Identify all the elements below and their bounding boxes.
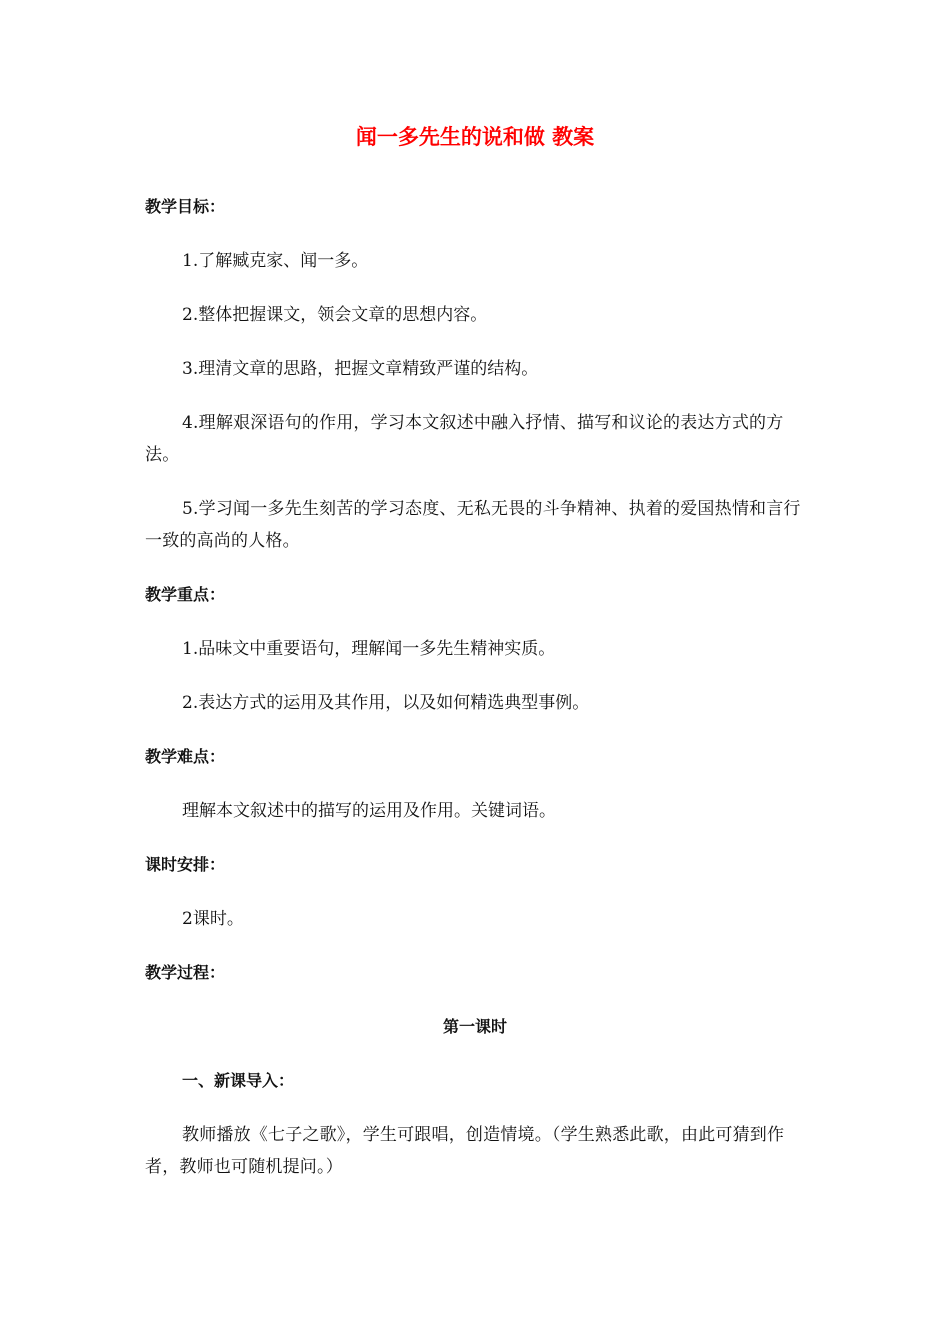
section-heading: 一、新课导入： (182, 1071, 295, 1090)
key-points-heading: 教学重点： (145, 585, 226, 604)
objective-item: 5.学习闻一多先生刻苦的学习态度、无私无畏的斗争精神、执着的爱国热情和言行一致的高尚的人格。 (145, 499, 801, 551)
document-title: 闻一多先生的说和做 教案 (355, 125, 595, 149)
process-heading: 教学过程： (145, 963, 226, 982)
schedule-text: 2课时。 (182, 909, 244, 929)
lesson-title: 第一课时 (442, 1017, 507, 1036)
intro-paragraph: 教师播放《七子之歌》，学生可跟唱，创造情境。（学生熟悉此歌，由此可猜到作者，教师也可随机提问。） (145, 1125, 785, 1177)
objective-item: 1.了解臧克家、闻一多。 (182, 251, 369, 271)
objective-item: 3.理清文章的思路，把握文章精致严谨的结构。 (182, 359, 539, 379)
difficulties-heading: 教学难点： (145, 747, 226, 766)
objective-item: 4.理解艰深语句的作用，学习本文叙述中融入抒情、描写和议论的表达方式的方法。 (145, 413, 784, 465)
difficulties-text: 理解本文叙述中的描写的运用及作用。关键词语。 (182, 801, 556, 821)
key-point-item: 1.品味文中重要语句，理解闻一多先生精神实质。 (182, 639, 556, 659)
objectives-heading: 教学目标： (145, 197, 226, 216)
key-point-item: 2.表达方式的运用及其作用，以及如何精选典型事例。 (182, 693, 590, 713)
objective-item: 2.整体把握课文，领会文章的思想内容。 (182, 305, 488, 325)
schedule-heading: 课时安排： (145, 855, 226, 874)
